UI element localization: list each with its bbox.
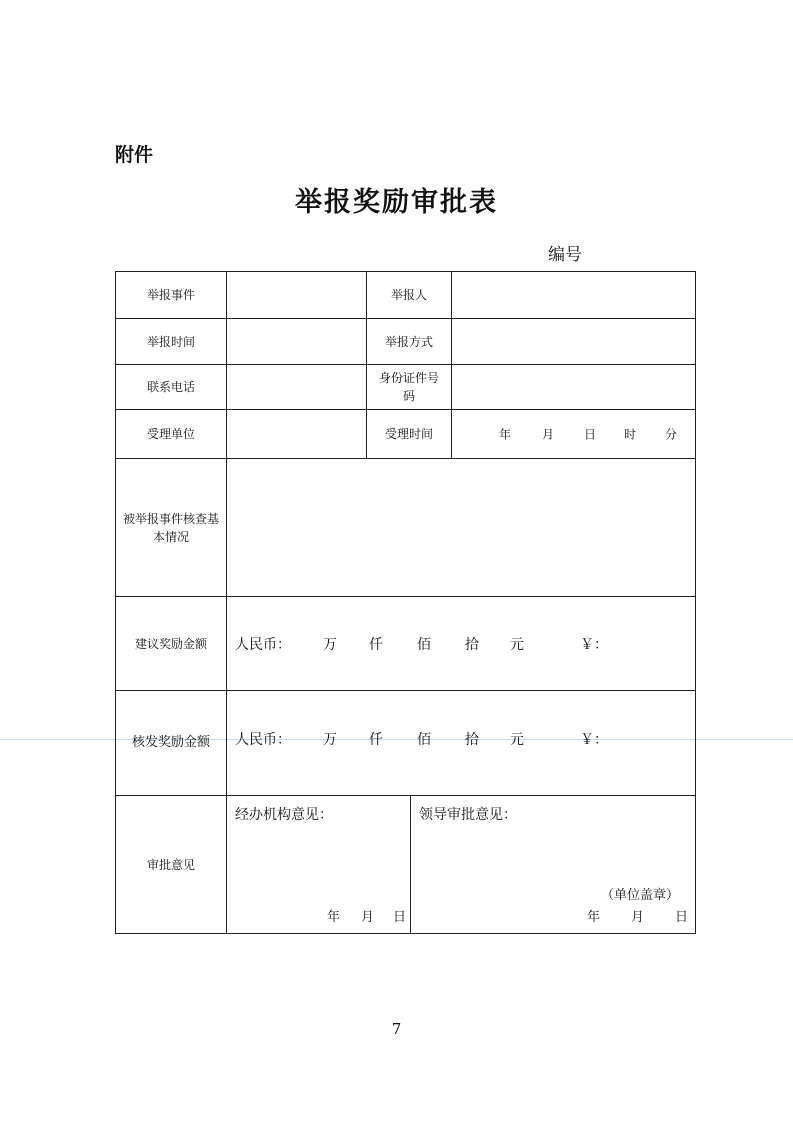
phone-label: 联系电话 <box>116 365 227 410</box>
leader-month-unit: 月 <box>631 910 645 925</box>
hour-unit: 时 <box>624 427 637 442</box>
reward-approval-table <box>115 271 696 934</box>
verify-label: 被举报事件核查基本情况 <box>116 459 227 597</box>
issue-amount-label: 核发奖励金额 <box>116 691 227 796</box>
agency-opinion-field[interactable] <box>227 796 411 934</box>
id-number-field[interactable] <box>452 365 696 410</box>
form-title: 举报奖励审批表 <box>295 187 498 218</box>
bai-unit: 佰 <box>417 731 431 748</box>
minute-unit: 分 <box>665 427 678 442</box>
leader-opinion-title: 领导审批意见： <box>419 807 517 823</box>
yuan-unit: 元 <box>510 731 524 748</box>
event-field[interactable] <box>227 272 367 319</box>
year-unit: 年 <box>499 427 512 442</box>
reporter-field[interactable] <box>452 272 696 319</box>
accept-unit-label: 受理单位 <box>116 410 227 459</box>
yuan-unit: 元 <box>510 636 524 653</box>
leader-day-unit: 日 <box>675 910 689 925</box>
attachment-label: 附件 <box>115 144 154 166</box>
reporter-label: 举报人 <box>367 272 452 319</box>
agency-year-unit: 年 <box>327 910 341 925</box>
yen-symbol: ￥： <box>580 636 608 653</box>
phone-field[interactable] <box>227 365 367 410</box>
suggest-amount-field[interactable] <box>227 597 696 691</box>
event-label: 举报事件 <box>116 272 227 319</box>
report-method-label: 举报方式 <box>367 319 452 365</box>
agency-day-unit: 日 <box>393 910 407 925</box>
bai-unit: 佰 <box>417 636 431 653</box>
accept-time-label: 受理时间 <box>367 410 452 459</box>
day-unit: 日 <box>584 427 597 442</box>
qian-unit: 仟 <box>369 731 383 748</box>
page-number: 7 <box>391 1020 402 1038</box>
accept-unit-field[interactable] <box>227 410 367 459</box>
wan-unit: 万 <box>323 636 337 653</box>
leader-opinion-field[interactable] <box>411 796 696 934</box>
seal-label: （单位盖章） <box>601 888 680 903</box>
number-label: 编号 <box>548 245 582 265</box>
suggest-amount-label: 建议奖励金额 <box>116 597 227 691</box>
qian-unit: 仟 <box>369 636 383 653</box>
verify-field[interactable] <box>227 459 696 597</box>
agency-month-unit: 月 <box>361 910 375 925</box>
agency-opinion-title: 经办机构意见： <box>235 807 333 823</box>
shi-unit: 拾 <box>465 636 479 653</box>
shi-unit: 拾 <box>465 731 479 748</box>
report-time-label: 举报时间 <box>116 319 227 365</box>
yen-symbol: ￥： <box>580 731 608 748</box>
accept-time-field[interactable] <box>452 410 696 459</box>
issue-amount-field[interactable] <box>227 691 696 796</box>
id-number-label: 身份证件号码 <box>367 365 452 410</box>
rmb-label: 人民币： <box>235 731 291 748</box>
report-method-field[interactable] <box>452 319 696 365</box>
report-time-field[interactable] <box>227 319 367 365</box>
rmb-label: 人民币： <box>235 636 291 653</box>
approval-label: 审批意见 <box>116 796 227 934</box>
month-unit: 月 <box>542 427 555 442</box>
leader-year-unit: 年 <box>587 910 601 925</box>
wan-unit: 万 <box>323 731 337 748</box>
